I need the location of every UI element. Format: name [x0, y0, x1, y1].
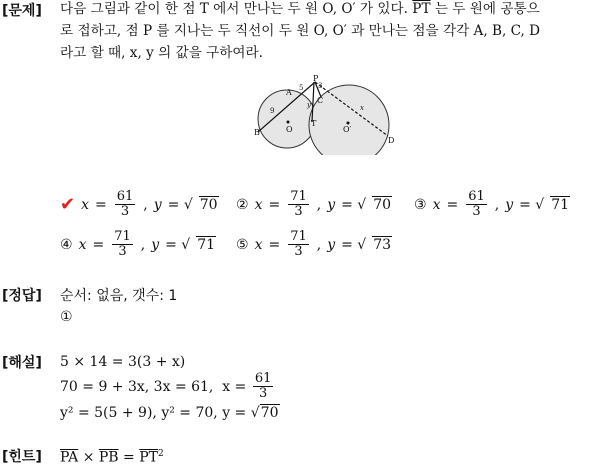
- label-9: 9: [270, 107, 275, 115]
- problem-line-1: 다음 그림과 같이 한 점 T 에서 만나는 두 원 O, O′ 가 있다. $\overline{PT}$ 는 두 원에 공통으: [60, 1, 540, 17]
- problem-line-2: 로 접하고, 점 P 를 지나는 두 직선이 두 원 O, O′ 과 만나는 점을 각각 A, B, C, D: [60, 23, 541, 39]
- choice-1[interactable]: ✔ x = $\frac{61}{3}$ , y = √ 70: [60, 189, 218, 219]
- label-5: 5: [299, 84, 304, 92]
- circle-figure: [252, 75, 412, 155]
- problem-line-3: 라고 할 때, x, y 의 값을 구하여라.: [60, 45, 264, 61]
- point-d: D: [388, 136, 395, 145]
- solution-line-2: 70 = 9 + 3x, 3x = 61, x = $\frac{61}{3}$: [60, 371, 272, 401]
- choice-5[interactable]: ⑤ x = $\frac{71}{3}$ , y = √ 73: [236, 229, 392, 259]
- problem-label: [문제]: [2, 3, 42, 19]
- choice-3[interactable]: ③ x = $\frac{61}{3}$ , y = √ 71: [414, 189, 570, 219]
- answer-label: [정답]: [2, 288, 42, 304]
- segment-pt: $\overline{PT}$: [412, 1, 431, 17]
- center-o-dot: [287, 121, 290, 124]
- solution-label: [해설]: [2, 355, 42, 371]
- point-o-prime: O′: [343, 125, 352, 134]
- point-t: T: [311, 119, 317, 128]
- point-b: B: [254, 128, 260, 137]
- check-mark-icon: ✔: [60, 194, 76, 215]
- label-3: 3: [318, 82, 323, 90]
- solution-line-1: 5 × 14 = 3(3 + x): [60, 354, 186, 370]
- point-a: A: [286, 88, 292, 97]
- point-c: C: [317, 96, 324, 105]
- solution-line-3: y² = 5(5 + 9), y² = 70, y = √70: [60, 405, 279, 421]
- choice-2[interactable]: ② x = $\frac{71}{3}$ , y = √ 70: [236, 189, 392, 219]
- label-x: x: [360, 104, 364, 112]
- point-o: O: [286, 125, 293, 134]
- hint-formula: $\overline{PA} \times \overline{PB} = \overline{PT}^2$: [60, 449, 164, 466]
- problem-text: [60, 0, 588, 64]
- answer-value: ①: [60, 309, 73, 325]
- label-y: y: [307, 101, 311, 109]
- hint-label: [힌트]: [2, 449, 42, 465]
- circle-o: [258, 90, 316, 148]
- answer-meta: 순서: 없음, 갯수: 1: [60, 288, 178, 304]
- choice-4[interactable]: ④ x = $\frac{71}{3}$ , y = √ 71: [60, 229, 216, 259]
- point-p: P: [313, 75, 319, 83]
